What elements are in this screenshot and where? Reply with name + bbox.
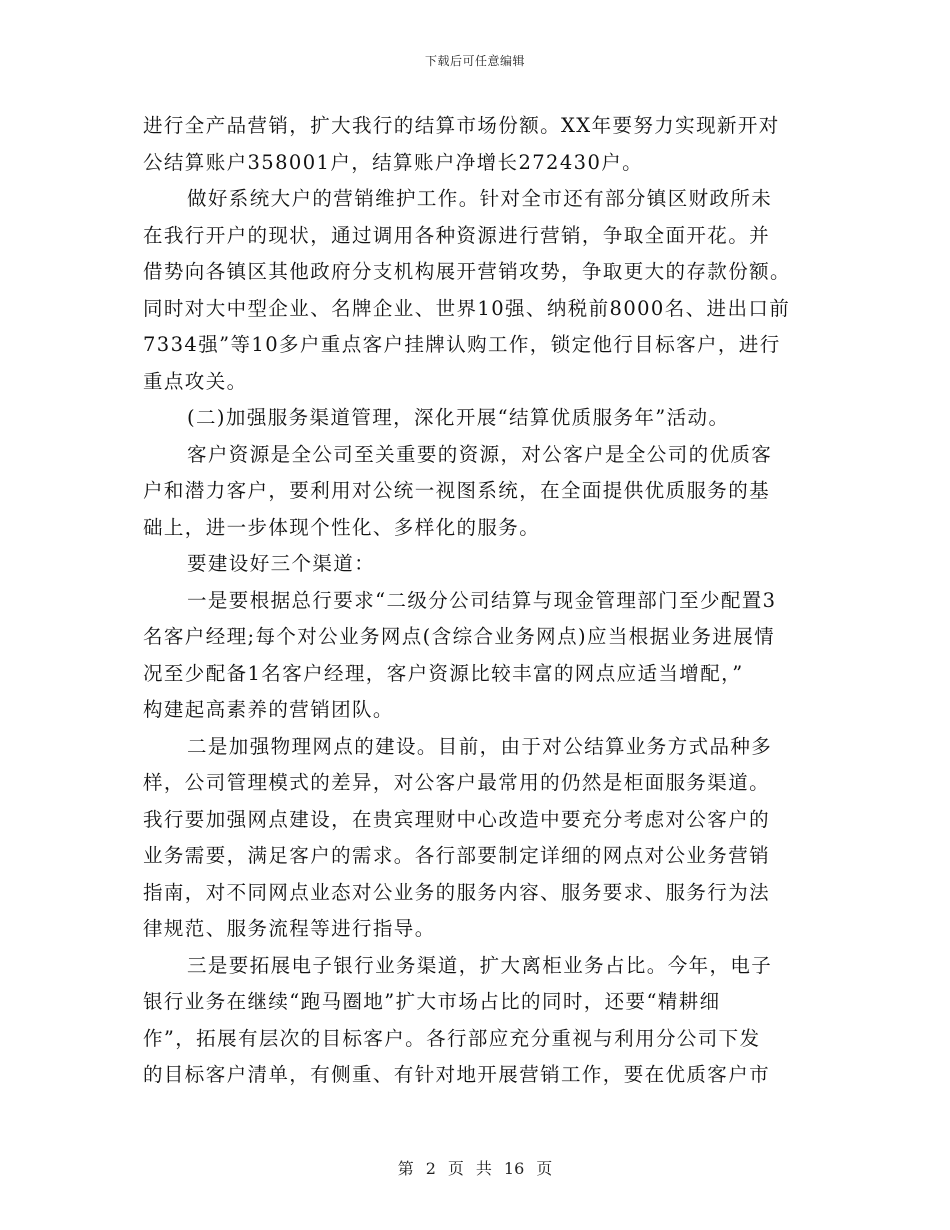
text-line: 构建起高素养的营销团队。 [143, 698, 394, 721]
text-line: 础上，进一步体现个性化、多样化的服务。 [143, 515, 541, 539]
text-line: 公结算账户358001户，结算账户净增长272430户。 [143, 150, 644, 174]
text-line: 做好系统大户的营销维护工作。针对全市还有部分镇区财政所未 [187, 187, 773, 210]
text-line: 况至少配备1名客户经理，客户资源比较丰富的网点应适当增配，” [143, 661, 744, 685]
text-line: 指南，对不同网点业态对公业务的服务内容、服务要求、服务行为法 [143, 880, 771, 904]
text-line: 户和潜力客户，要利用对公统一视图系统，在全面提供优质服务的基 [143, 479, 771, 502]
text-line: 的目标客户清单，有侧重、有针对地开展营销工作，要在优质客户市 [143, 1063, 771, 1086]
text-line: 律规范、服务流程等进行指导。 [143, 917, 436, 940]
text-line: 7334强”等10多户重点客户挂牌认购工作，锁定他行目标客户，进行 [143, 333, 781, 356]
text-line: 一是要根据总行要求“二级分公司结算与现金管理部门至少配置3 [187, 588, 777, 612]
text-line: 二是加强物理网点的建设。目前，由于对公结算业务方式品种多 [187, 734, 773, 758]
footer-total-prefix: 共 [475, 1159, 492, 1178]
footer-suffix: 页 [536, 1159, 553, 1178]
text-line: 我行要加强网点建设，在贵宾理财中心改造中要充分考虑对公客户的 [143, 807, 771, 831]
footer-current-page: 2 [425, 1159, 436, 1178]
text-line: 客户资源是全公司至关重要的资源，对公客户是全公司的优质客 [187, 442, 773, 466]
text-line: 三是要拓展电子银行业务渠道，扩大离柜业务占比。今年，电子 [187, 953, 773, 977]
document-body [143, 108, 808, 1094]
page-footer [0, 1156, 950, 1179]
text-line: 作”，拓展有层次的目标客户。各行部应充分重视与利用分公司下发 [143, 1026, 761, 1050]
text-line: 要建设好三个渠道： [187, 552, 376, 575]
text-line: 业务需要，满足客户的需求。各行部要制定详细的网点对公业务营销 [143, 844, 771, 867]
footer-page-word: 页 [447, 1159, 464, 1178]
text-line: 样，公司管理模式的差异，对公客户最常用的仍然是柜面服务渠道。 [143, 771, 771, 794]
text-line: 名客户经理;每个对公业务网点(含综合业务网点)应当根据业务进展情 [143, 625, 776, 648]
text-line: 银行业务在继续“跑马圈地”扩大市场占比的同时，还要“精耕细 [143, 990, 721, 1013]
text-line: 进行全产品营销，扩大我行的结算市场份额。XX年要努力实现新开对 [143, 114, 780, 137]
text-line: 同时对大中型企业、名牌企业、世界10强、纳税前8000名、进出口前 [143, 296, 791, 320]
text-line: 借势向各镇区其他政府分支机构展开营销攻势，争取更大的存款份额。 [143, 260, 791, 283]
footer-prefix: 第 [397, 1159, 414, 1178]
page-header: 下载后可任意编辑 [424, 54, 525, 68]
footer-total-pages: 16 [503, 1159, 525, 1178]
text-line: 在我行开户的现状，通过调用各种资源进行营销，争取全面开花。并 [143, 223, 771, 247]
text-line: (二)加强服务渠道管理，深化开展“结算优质服务年”活动。 [187, 406, 730, 429]
text-line: 重点攻关。 [143, 369, 248, 393]
